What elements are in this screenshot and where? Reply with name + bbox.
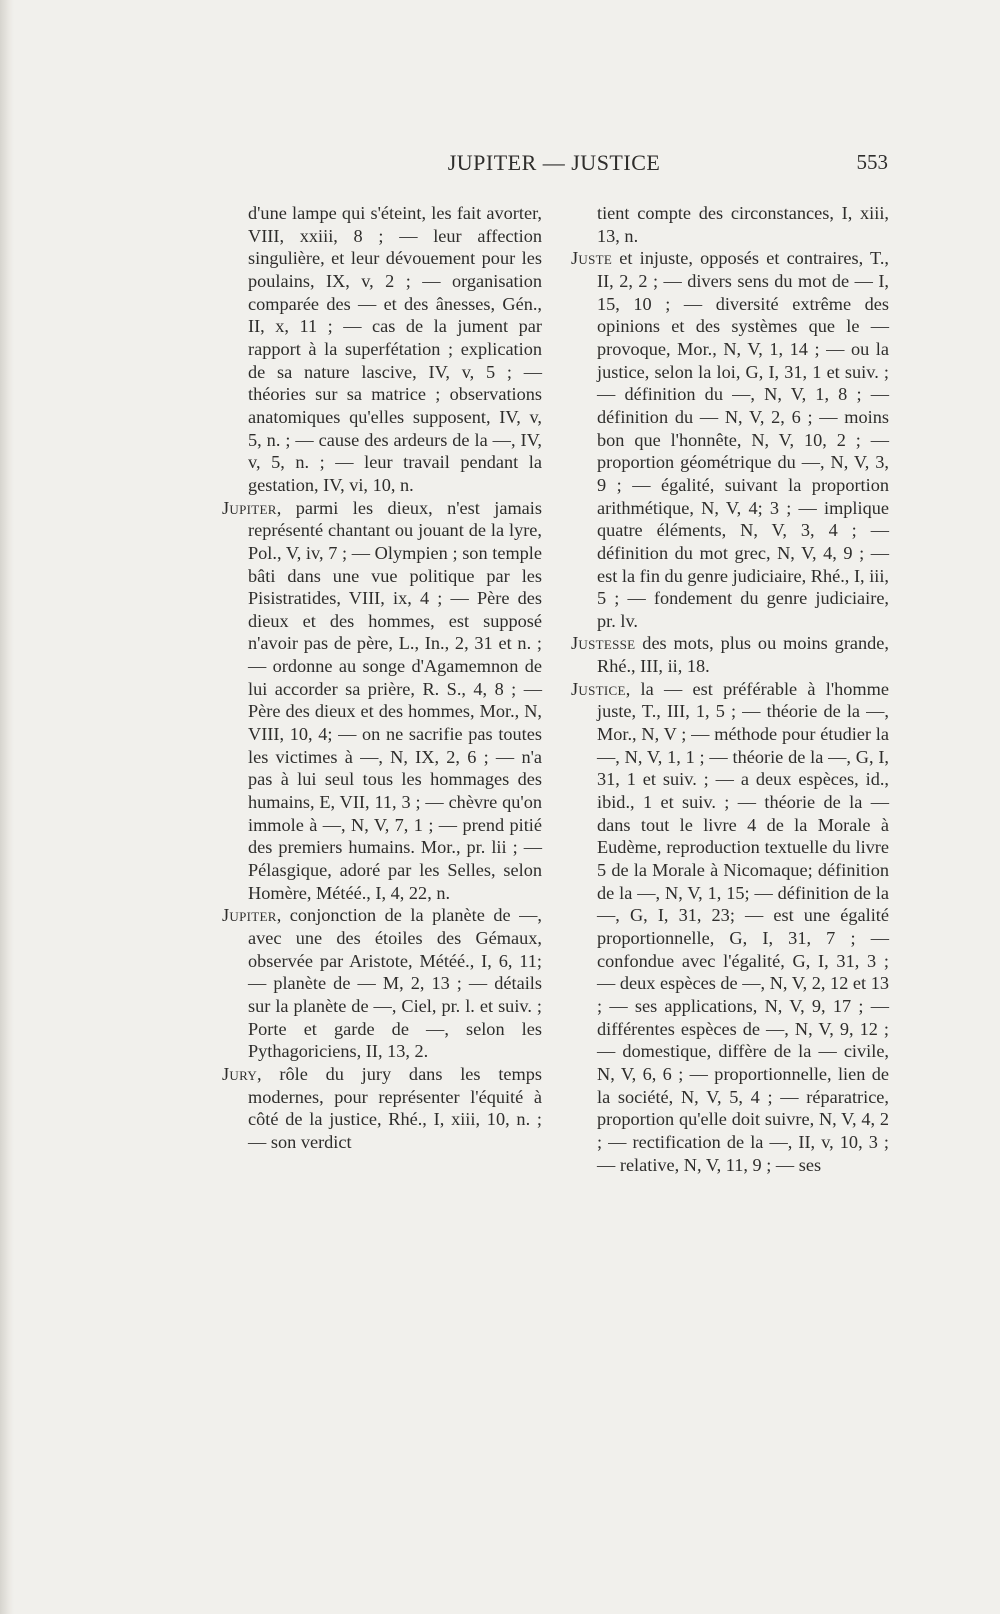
index-entry: [571, 678, 889, 1176]
header-title: JUPITER — JUSTICE: [447, 150, 661, 175]
entry-text: , conjonction de la planète de —, avec une des étoiles des Gémaux, observée par Aristote, Météé., I, 6, 11; — planète de — M, 2, 13 ; — détails sur la planète de —, Ciel, pr. l. et suiv. ; Porte et garde de —, selon les Pythagoriciens, II, 13, 2.: [248, 905, 542, 1062]
running-header: [220, 150, 888, 180]
entry-text: et injuste, opposés et contraires, T., II, 2, 2 ; — divers sens du mot de — I, 15, 10 ; — diversité extrême des opinions et des systèmes que le — provoque, Mor., N, V, 1, 14 ; — ou la justice, selon la loi, G, I, 31, 1 et suiv. ; — définition du —, N, V, 1, 8 ; — définition du — N, V, 2, 6 ; — moins bon que l'honnête, N, V, 10, 2 ; — proportion géométrique du —, N, V, 3, 9 ; — égalité, suivant la proportion arithmétique, N, V, 4; 3 ; — implique quatre éléments, N, V, 3, 4 ; — définition du mot grec, N, V, 4, 9 ; — est la fin du genre judiciaire, Rhé., I, iii, 5 ; — fondement du genre judiciaire, pr. lv.: [597, 248, 889, 631]
entry-text: tient compte des circonstances, I, xiii, 13, n.: [597, 203, 889, 246]
entry-text: , parmi les dieux, n'est jamais représenté chantant ou jouant de la lyre, Pol., V, iv, 7 ; — Olympien ; son temple bâti dans une vue politique par les Pisistratides, VIII, ix, 4 ; — Père des dieux et des hommes, est supposé n'avoir pas de père, L., In., 2, 31 et n. ; — ordonne au songe d'Agamemnon de lui accorder sa prière, R. S., 4, 8 ; — Père des dieux et des hommes, Mor., N, VIII, 10, 4; — on ne sacrifie pas toutes les victimes à —, N, IX, 2, 6 ; — n'a pas à lui seul tous les hommages des humains, E, VII, 11, 3 ; — chèvre qu'on immole à —, N, V, 7, 1 ; — prend pitié des premiers humains. Mor., pr. lii ; — Pélasgique, adoré par les Selles, selon Homère, Météé., I, 4, 22, n.: [248, 497, 542, 903]
entry-headword: Jupiter: [222, 497, 277, 518]
index-entry: [571, 632, 889, 677]
entry-headword: Jupiter: [222, 905, 277, 926]
entry-text: , la — est préférable à l'homme juste, T., III, 1, 5 ; — théorie de la —, Mor., N, V ; — méthode pour étudier la —, N, V, 1, 1 ; — théorie de la —, G, I, 31, 1 et suiv. ; — a deux espèces, id., ibid., 1 et suiv. ; — théorie de la — dans tout le livre 4 de la Morale à Eudème, reproduction textuelle du livre 5 de la Morale à Nicomaque; définition de la —, N, V, 1, 15; — définition de la —, G, I, 31, 23; — est une égalité proportionnelle, G, I, 31, 7 ; — confondue avec l'égalité, G, I, 31, 3 ; — deux espèces de —, N, V, 2, 12 et 13 ; — ses applications, N, V, 9, 17 ; — différentes espèces de —, N, V, 9, 12 ; — domestique, diffère de la — civile, N, V, 6, 6 ; — proportionnelle, lien de la société, N, V, 5, 4 ; — réparatrice, proportion qu'elle doit suivre, N, V, 4, 2 ; — rectification de la —, II, v, 10, 3 ; — relative, N, V, 11, 9 ; — ses: [597, 678, 889, 1175]
entry-text: , rôle du jury dans les temps modernes, pour représenter l'équité à côté de la justice, Rhé., I, xiii, 10, n. ; — son verdict: [248, 1063, 542, 1152]
index-entry: [222, 1063, 542, 1154]
entry-headword: Juste: [571, 248, 613, 269]
index-entry: [222, 904, 542, 1063]
index-entry: [571, 247, 889, 632]
right-column: [571, 202, 889, 1176]
index-entry: [222, 497, 542, 905]
index-entry: [222, 202, 542, 497]
entry-headword: Justice: [571, 678, 626, 699]
index-entry: [571, 202, 889, 247]
entry-headword: Jury: [222, 1063, 258, 1084]
entry-text: des mots, plus ou moins grande, Rhé., III, ii, 18.: [597, 633, 889, 677]
page-edge: [0, 0, 14, 1614]
entry-text: d'une lampe qui s'éteint, les fait avorter, VIII, xxiii, 8 ; — leur affection singulière, et leur dévouement pour les poulains, IX, v, 2 ; — organisation comparée des — et des ânesses, Gén., II, x, 11 ; — cas de la jument par rapport à la superfétation ; explication de sa nature lascive, IV, v, 5 ; — théories sur sa matrice ; observations anatomiques qu'elles supposent, IV, v, 5, n. ; — cause des ardeurs de la —, IV, v, 5, n. ; — leur travail pendant la gestation, IV, vi, 10, n.: [248, 203, 542, 495]
page-number: 553: [856, 150, 888, 174]
entry-headword: Justesse: [571, 633, 636, 654]
left-column: [222, 202, 542, 1154]
